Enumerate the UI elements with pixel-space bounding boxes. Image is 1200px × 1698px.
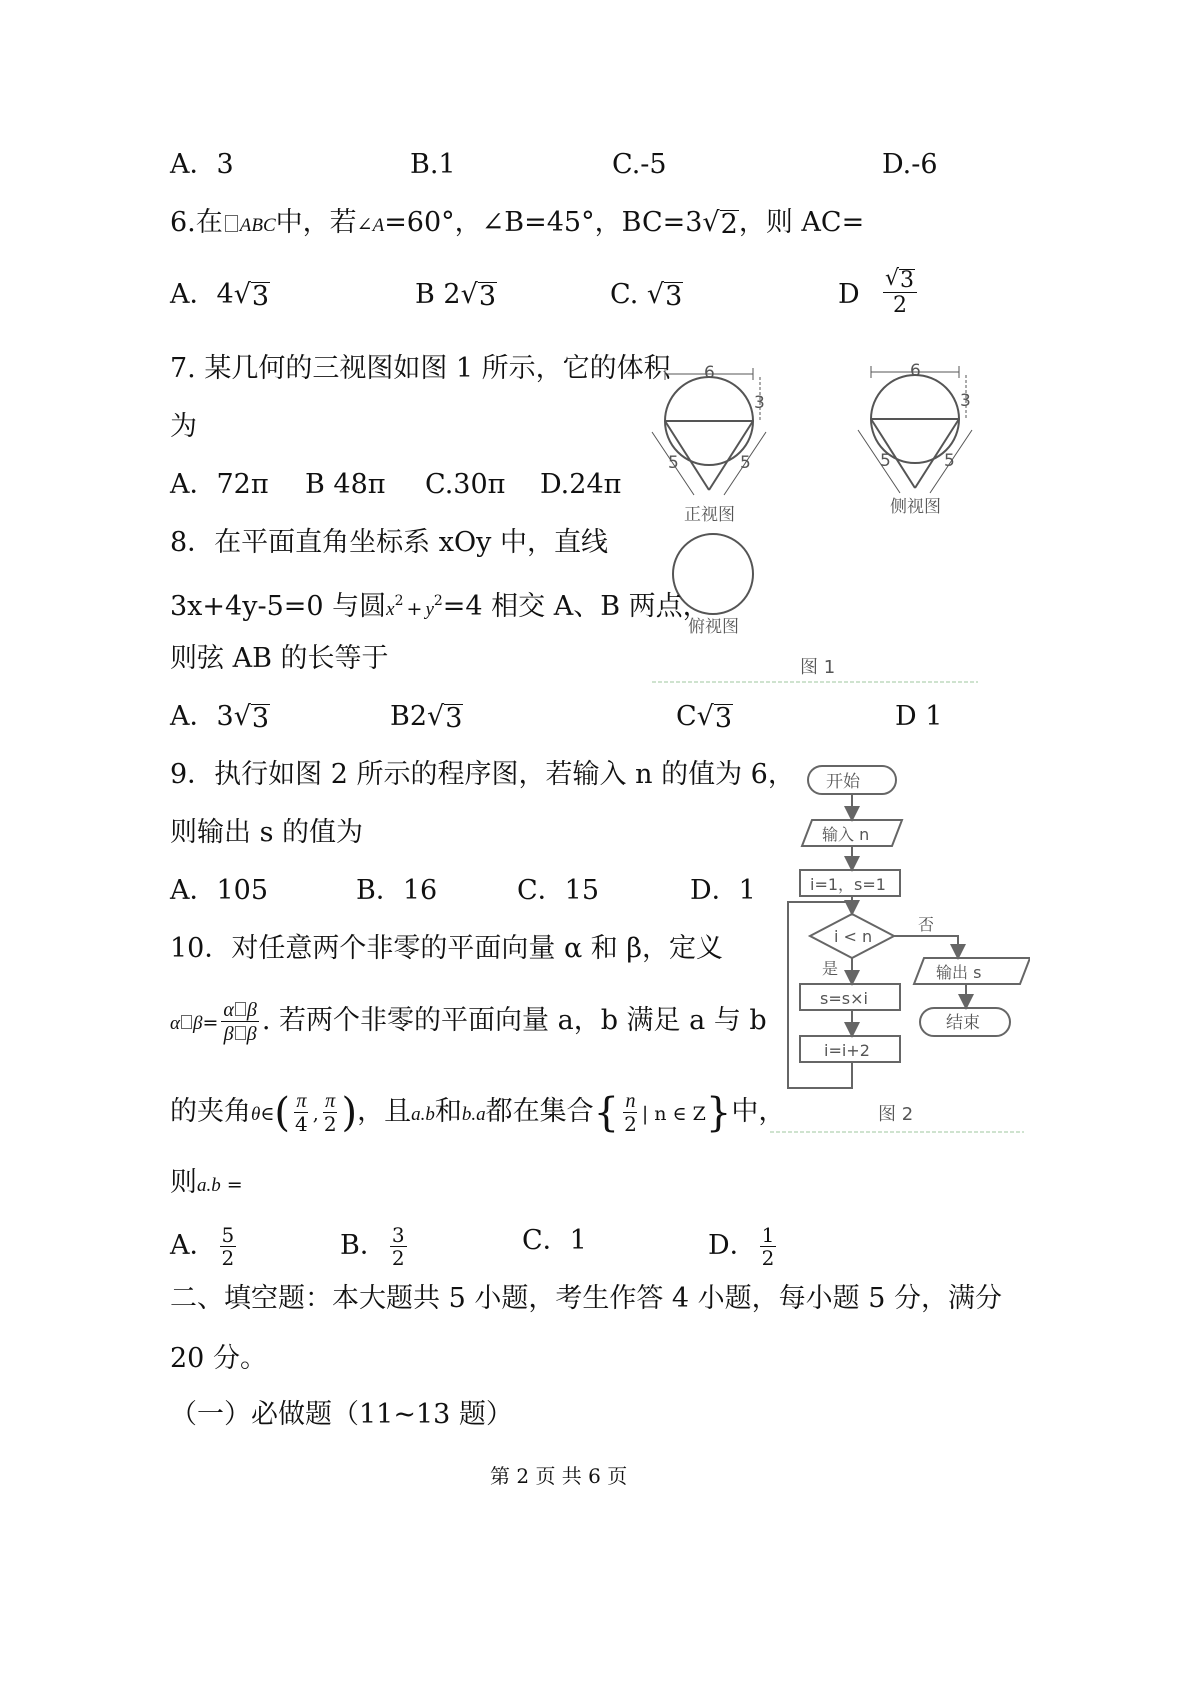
section2-heading-line1: 二、填空题：本大题共 5 小题，考生作答 4 小题，每小题 5 分，满分 (170, 1283, 1003, 1314)
front-view-dim-6: 6 (704, 363, 715, 383)
fc-mult-label: s=s×i (820, 989, 868, 1008)
side-view-dim-5-right: 5 (944, 451, 955, 471)
q6-option-c: C. √ 3 (610, 279, 683, 312)
front-view-label: 正视图 (684, 505, 735, 525)
q10-question-line1: 10．对任意两个非零的平面向量 α 和 β，定义 (170, 933, 723, 964)
q10-option-d: D． $\frac{1}{2}$ (708, 1223, 775, 1270)
front-view-dim-3: 3 (754, 393, 765, 413)
q9-option-b: B．16 (356, 875, 438, 906)
fc-inc-label: i=i+2 (824, 1041, 870, 1060)
q10-question-line4: 则a.b = (170, 1167, 243, 1198)
side-view-drawing (858, 366, 972, 493)
q8-option-b: B2 √ 3 (390, 701, 463, 734)
q9-option-c: C．15 (517, 875, 600, 906)
q5-option-a: A．3 (170, 149, 234, 180)
q9-question-line1: 9．执行如图 2 所示的程序图，若输入 n 的值为 6， (170, 759, 795, 790)
side-view-dim-5-left: 5 (880, 451, 891, 471)
fc-yes-label: 是 (822, 959, 839, 978)
fc-output-label: 输出 s (936, 963, 982, 982)
q6-option-d-fraction: √ 3 2 (880, 266, 920, 319)
fc-no-label: 否 (918, 915, 935, 934)
q10-question-line2: α β= $\frac{\text{α β}}{\text{β β}}$ . 若两个非零的平面向量 a，b 满足 a 与 b (170, 999, 767, 1045)
q6-option-b: B 2 √ 3 (415, 279, 497, 312)
front-view-drawing (652, 368, 766, 495)
q8-question-line1: 8．在平面直角坐标系 xOy 中，直线 (170, 527, 608, 558)
side-view-label: 侧视图 (890, 497, 941, 517)
sqrt-2: √ 2 (702, 207, 738, 240)
side-view-dim-3: 3 (960, 391, 971, 411)
q6-option-a: A．4 √ 3 (170, 279, 270, 312)
figure-2-label: 图 2 (878, 1104, 914, 1125)
q6-question: 6.在 ABC中，若∠A=60°，∠B=45°，BC=3 √ 2 ，则 AC= (170, 207, 865, 240)
q9-option-a: A．105 (170, 875, 269, 906)
q7-option-a: A．72π (170, 469, 269, 500)
fc-start-label: 开始 (826, 772, 860, 792)
q5-option-d: D.-6 (882, 149, 938, 180)
fc-condition-label: i < n (834, 927, 873, 946)
q7-question-line1: 7. 某几何的三视图如图 1 所示，它的体积 (170, 353, 671, 384)
q8-option-c: C √ 3 (676, 701, 733, 734)
q8-option-d: D 1 (895, 701, 943, 732)
q8-option-a: A．3 √ 3 (170, 701, 270, 734)
side-view-dim-6: 6 (910, 361, 921, 381)
front-view-dim-5-left: 5 (668, 453, 679, 473)
q5-option-b: B.1 (410, 149, 456, 180)
figure-1-label: 图 1 (800, 657, 836, 678)
q7-option-c: C.30π (425, 469, 506, 500)
q7-option-d: D.24π (540, 469, 622, 500)
q10-option-a: A． $\frac{5}{2}$ (170, 1223, 235, 1270)
q10-question-line3: 的夹角θ∈( $\frac{\pi}{4}$ , $\frac{\pi}{2}$ )，且a.b和b.a都在集合{ $\frac{n}{2}$ | n ∈ Z}中， (170, 1090, 786, 1136)
section2-heading-line2: 20 分。 (170, 1343, 267, 1374)
missing-glyph-box (225, 215, 238, 232)
front-view-dim-5-right: 5 (740, 453, 751, 473)
q7-option-b: B 48π (305, 469, 386, 500)
q9-option-d: D．1 (690, 875, 756, 906)
q9-question-line2: 则输出 s 的值为 (170, 817, 364, 848)
fc-no-branch (894, 936, 958, 956)
top-view-label: 俯视图 (688, 617, 739, 637)
q6-option-d: D (838, 279, 860, 310)
q8-question-line2: 3x+4y-5=0 与圆$x^2 + y^2=4$ 相交 A、B 两点， (170, 591, 710, 622)
fc-end-label: 结束 (946, 1013, 980, 1033)
figure-1-three-views (650, 360, 985, 688)
q7-question-line2: 为 (170, 411, 197, 442)
figure-2-flowchart (768, 760, 1030, 1136)
fc-input-label: 输入 n (822, 825, 870, 844)
q8-question-line3: 则弦 AB 的长等于 (170, 643, 389, 674)
section2-subheading: （一）必做题（11~13 题） (170, 1399, 513, 1430)
q10-option-b: B． $\frac{3}{2}$ (340, 1223, 405, 1270)
fc-init-label: i=1，s=1 (810, 875, 886, 894)
page-footer: 第 2 页 共 6 页 (490, 1464, 628, 1488)
q5-option-c: C.-5 (612, 149, 667, 180)
q10-option-c: C．1 (522, 1225, 587, 1256)
